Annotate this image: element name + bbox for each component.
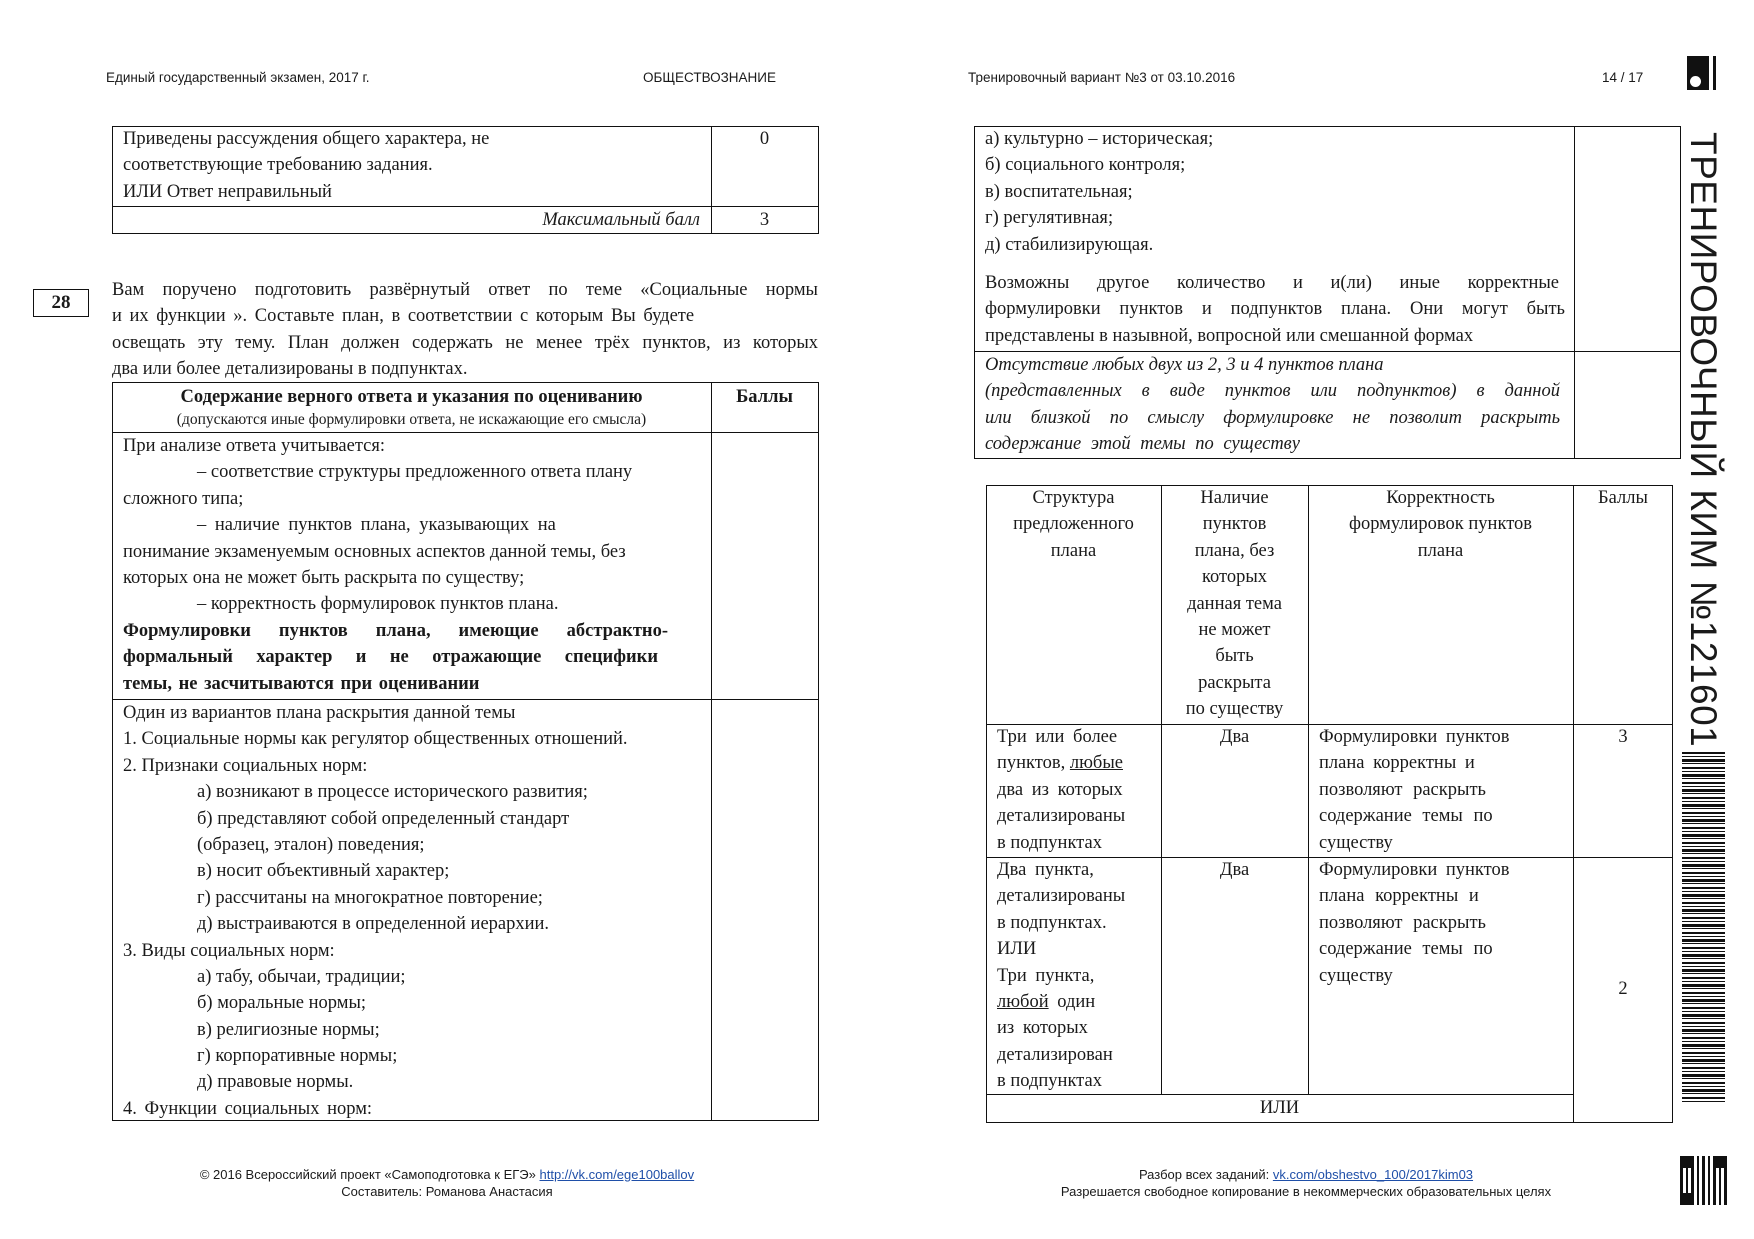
underlined-word: любые [1069, 753, 1123, 774]
table-header-title: Содержание верного ответа и указания по оцениванию [180, 387, 643, 407]
column-header: пунктов [1202, 514, 1267, 535]
column-header: данная тема [1187, 593, 1282, 614]
plan-subitem: д) правовые нормы. [197, 1072, 354, 1093]
table-header-note: (допускаются иные формулировки ответа, не искажающие его смысла) [176, 411, 647, 428]
footer-link-vk[interactable]: http://vk.com/ege100ballov [539, 1167, 695, 1182]
function-item: г) регулятивная; [985, 208, 1114, 229]
column-header: плана, без [1194, 540, 1275, 561]
table-row [997, 857, 1157, 1095]
footer-license: Разрешается свободное копирование в некоммерческих образовательных целях [1060, 1184, 1552, 1199]
plan-subitem: б) представляют собой определенный стандарт [197, 808, 570, 829]
text-line: или близкой по смыслу формулировке не позволит раскрыть [985, 407, 1560, 428]
text-line: в подпунктах [997, 1071, 1102, 1092]
plan-item: 1. Социальные нормы как регулятор общественных отношений. [123, 729, 628, 750]
text-line: – корректность формулировок пунктов плана. [197, 594, 559, 615]
max-score-label: Максимальный балл [542, 210, 700, 230]
or-label: ИЛИ [1259, 1098, 1300, 1118]
column-header: формулировок пунктов [1348, 514, 1533, 535]
text-line: в подпунктах. [997, 912, 1107, 933]
plan-item: 3. Виды социальных норм: [123, 940, 335, 961]
plan-subitem: в) религиозные нормы; [197, 1019, 380, 1040]
column-header: раскрыта [1198, 672, 1271, 693]
text-line: плана корректны и [1319, 886, 1479, 907]
table-header-score: Баллы [736, 387, 793, 407]
text-line: формулировки пунктов и подпунктов плана. Они могут быть [985, 299, 1565, 320]
column-header: предложенного [1013, 514, 1134, 535]
text-line: ИЛИ Ответ неправильный [123, 181, 332, 202]
column-header: Структура [1032, 488, 1115, 508]
plan-subitem: г) рассчитаны на многократное повторение; [197, 887, 543, 908]
task-number: 28 [33, 289, 89, 317]
column-header: Наличие [1200, 488, 1269, 508]
score-value: 3 [1618, 727, 1628, 747]
text-line: освещать эту тему. План должен содержать не менее трёх пунктов, из которых [112, 332, 818, 353]
column-header: по существу [1185, 699, 1284, 720]
text-line: позволяют раскрыть [1319, 779, 1486, 800]
presence-value: Два [1219, 860, 1250, 880]
plan-subitem: а) табу, обычаи, традиции; [197, 966, 406, 987]
text-line: Отсутствие любых двух из 2, 3 и 4 пунктов плана [985, 355, 1384, 375]
text-line: Вам поручено подготовить развёрнутый ответ по теме «Социальные нормы [112, 280, 818, 300]
variant-title: Тренировочный вариант №3 от 03.10.2016 [968, 70, 1236, 85]
text-line: соответствующие требованию задания. [123, 155, 433, 176]
text-line: содержание темы по [1319, 939, 1493, 960]
exam-title: Единый государственный экзамен, 2017 г. [106, 70, 370, 85]
text-line: понимание экзаменуемым основных аспектов данной темы, без [123, 541, 626, 562]
function-item: а) культурно – историческая; [985, 129, 1214, 149]
score-value: 2 [1618, 979, 1628, 999]
text-line: сложного типа; [123, 488, 244, 509]
text-line: Формулировки пунктов [1319, 727, 1510, 747]
text-line: и их функции ». Составьте план, в соответствии с которым Вы будете [112, 306, 695, 327]
text-line: представлены в назывной, вопросной или смешанной формах [985, 325, 1474, 346]
text-line: Три или более [997, 727, 1118, 747]
plan-item: 4. Функции социальных норм: [123, 1098, 373, 1119]
footer-author: Составитель: Романова Анастасия [341, 1184, 553, 1199]
plan-subitem: г) корпоративные нормы; [197, 1046, 398, 1067]
plan-subitem: б) моральные нормы; [197, 993, 367, 1014]
plan-subitem: (образец, эталон) поведения; [197, 834, 425, 855]
text-line: темы, не засчитываются при оценивании [123, 673, 480, 694]
text-line: один [1052, 991, 1096, 1012]
plan-intro: Один из вариантов плана раскрытия данной темы [123, 703, 516, 723]
text-line: позволяют раскрыть [1319, 912, 1486, 933]
column-header: которых [1201, 567, 1268, 588]
column-header: Корректность [1386, 488, 1495, 508]
task-text [112, 277, 818, 383]
text-line: Два пункта, [997, 860, 1094, 880]
text-line: содержание темы по [1319, 806, 1493, 827]
function-item: д) стабилизирующая. [985, 234, 1154, 255]
table-row [997, 724, 1157, 856]
text-line: Формулировки пунктов плана, имеющие абстрактно- [123, 620, 668, 641]
side-label [1683, 132, 1724, 748]
text-line: из которых [997, 1018, 1088, 1039]
text-line: – наличие пунктов плана, указывающих на [197, 515, 556, 536]
text-line: которых она не может быть раскрыта по существу; [123, 567, 525, 588]
column-header: не может [1198, 619, 1271, 640]
score-value: 0 [759, 129, 770, 149]
text-line: Три пункта, [997, 965, 1095, 986]
underlined-word: любой [997, 991, 1049, 1012]
column-header: плана [1417, 540, 1464, 561]
text-line: пунктов, [997, 753, 1070, 774]
footer-copyright: © 2016 Всероссийский проект «Самоподготовка к ЕГЭ» [199, 1167, 536, 1182]
text-line: – соответствие структуры предложенного ответа плану [197, 462, 633, 483]
barcode-icon [1682, 752, 1725, 1102]
presence-value: Два [1219, 727, 1250, 747]
text-line: два из которых [997, 779, 1123, 800]
text-line: При анализе ответа учитывается: [123, 436, 386, 456]
plan-subitem: в) носит объективный характер; [197, 861, 450, 882]
plan-item: 2. Признаки социальных норм: [123, 755, 368, 776]
side-label-text: ТРЕНИРОВОЧНЫЙ КИМ №121601 [1683, 132, 1724, 748]
column-header: Баллы [1598, 488, 1648, 508]
text-line: в подпунктах [997, 832, 1102, 853]
text-line: плана корректны и [1319, 753, 1475, 774]
column-header: плана [1050, 540, 1097, 561]
function-item: в) воспитательная; [985, 181, 1133, 202]
text-line: два или более детализированы в подпунктах. [112, 359, 468, 380]
text-line: Формулировки пунктов [1319, 860, 1510, 880]
text-line: Приведены рассуждения общего характера, не [123, 129, 490, 149]
registration-mark-icon [1687, 56, 1716, 90]
column-header: быть [1215, 646, 1254, 667]
footer-analysis-label: Разбор всех заданий: [1138, 1167, 1270, 1182]
max-score-value: 3 [759, 210, 770, 230]
subject-title: ОБЩЕСТВОЗНАНИЕ [643, 70, 776, 85]
footer-left [147, 1166, 747, 1200]
function-item: б) социального контроля; [985, 155, 1186, 176]
plan-subitem: а) возникают в процессе исторического развития; [197, 782, 588, 803]
text-line: детализированы [997, 886, 1126, 907]
text-line: детализированы [997, 806, 1126, 827]
qr-code-icon [1680, 1156, 1727, 1205]
footer-link-analysis[interactable]: vk.com/obshestvo_100/2017kim03 [1272, 1167, 1474, 1182]
footer-right [1006, 1166, 1606, 1200]
text-line: существу [1319, 965, 1393, 986]
text-line: существу [1319, 832, 1393, 853]
plan-subitem: д) выстраиваются в определенной иерархии. [197, 914, 550, 935]
text-line: содержание этой темы по существу [985, 434, 1300, 455]
page-number: 14 / 17 [1602, 70, 1644, 85]
text-line: ИЛИ [997, 939, 1037, 960]
text-line: детализирован [997, 1044, 1113, 1065]
text-line: (представленных в виде пунктов или подпунктов) в данной [985, 381, 1560, 402]
text-line: Возможны другое количество и и(ли) иные корректные [985, 272, 1559, 293]
text-line: формальный характер и не отражающие специфики [123, 647, 658, 668]
